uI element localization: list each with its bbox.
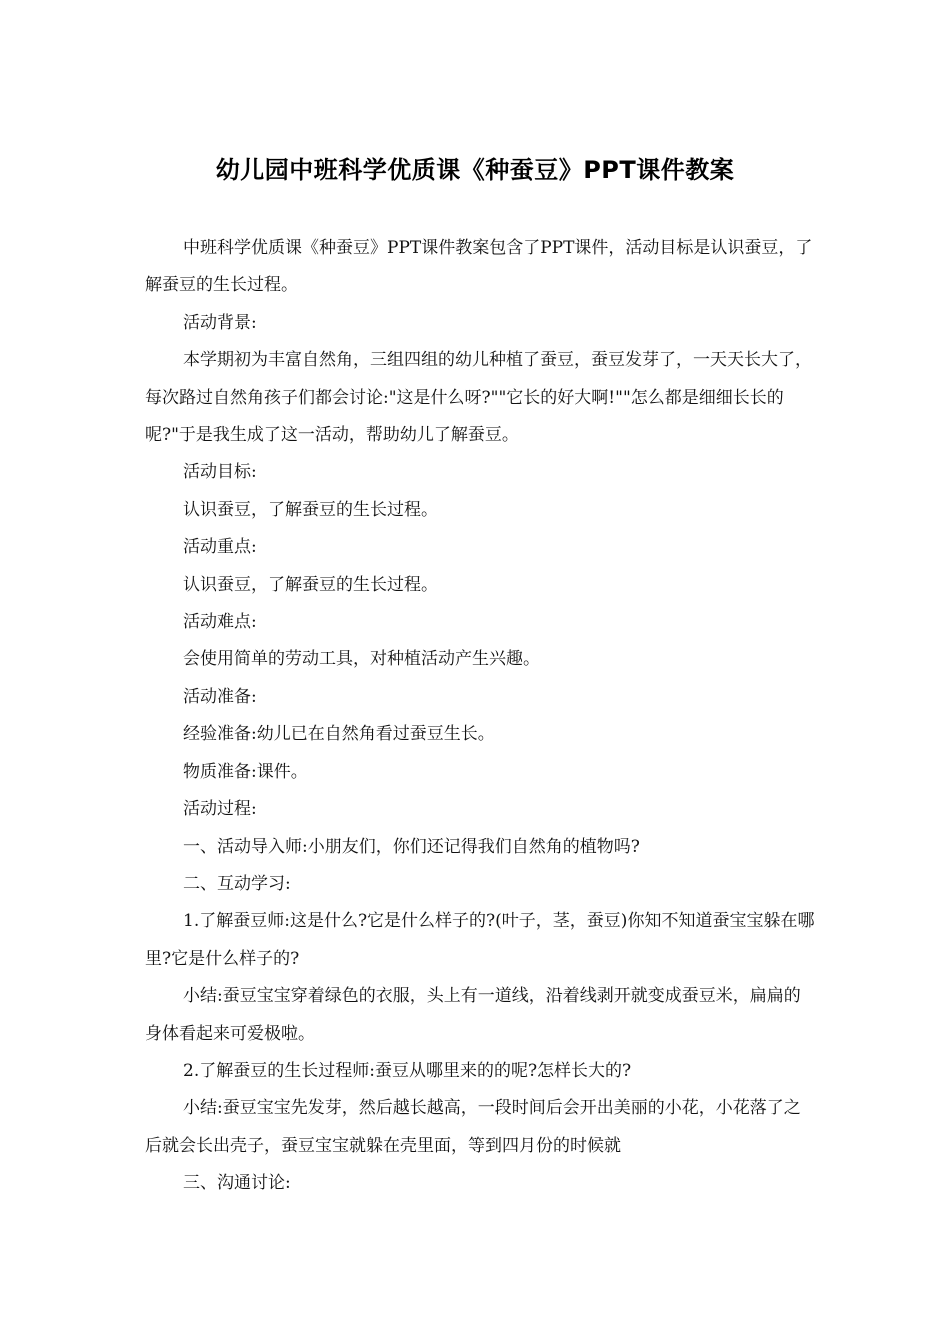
heading-goals: 活动目标: — [183, 462, 257, 483]
paragraph-difficulties: 会使用简单的劳动工具，对种植活动产生兴趣。 — [183, 649, 540, 670]
heading-difficulties: 活动难点: — [183, 612, 257, 633]
paragraph-key-points: 认识蚕豆，了解蚕豆的生长过程。 — [183, 574, 438, 595]
paragraph-experience-prep: 经验准备:幼儿已在自然角看过蚕豆生长。 — [183, 724, 495, 745]
document-body — [145, 230, 815, 1203]
paragraph-summary-two: 小结:蚕豆宝宝先发芽，然后越长越高，一段时间后会开出美丽的小花，小花落了之后就会长出壳子，蚕豆宝宝就躲在壳里面，等到四月份的时候就 — [145, 1098, 801, 1156]
paragraph-learn-broad-bean: 1.了解蚕豆师:这是什么?它是什么样子的?(叶子，茎，蚕豆)你知不知道蚕宝宝躲在哪里?它是什么样子的? — [145, 911, 815, 969]
paragraph-material-prep: 物质准备:课件。 — [183, 761, 308, 782]
heading-key-points: 活动重点: — [183, 537, 257, 558]
heading-preparation: 活动准备: — [183, 686, 257, 707]
heading-process: 活动过程: — [183, 799, 257, 820]
document-title: 幼儿园中班科学优质课《种蚕豆》PPT课件教案 — [215, 156, 735, 184]
paragraph-growth-process: 2.了解蚕豆的生长过程师:蚕豆从哪里来的的呢?怎样长大的? — [183, 1060, 632, 1081]
paragraph-goals: 认识蚕豆，了解蚕豆的生长过程。 — [183, 499, 438, 520]
paragraph-background: 本学期初为丰富自然角，三组四组的幼儿种植了蚕豆，蚕豆发芽了，一天天长大了，每次路过自然角孩子们都会讨论:"这是什么呀?""它长的好大啊!""怎么都是细细长长的呢?"于是我生成了这一活动，帮助幼儿了解蚕豆。 — [145, 350, 812, 446]
paragraph-step-two: 二、互动学习: — [183, 873, 291, 894]
heading-background: 活动背景: — [183, 312, 257, 333]
paragraph-step-three: 三、沟通讨论: — [183, 1173, 291, 1194]
paragraph-summary-one: 小结:蚕豆宝宝穿着绿色的衣服，头上有一道线，沿着线剥开就变成蚕豆米，扁扁的身体看起来可爱极啦。 — [145, 986, 801, 1044]
paragraph-intro: 中班科学优质课《种蚕豆》PPT课件教案包含了PPT课件，活动目标是认识蚕豆，了解蚕豆的生长过程。 — [145, 238, 813, 296]
paragraph-step-one: 一、活动导入师:小朋友们，你们还记得我们自然角的植物吗? — [183, 836, 640, 857]
